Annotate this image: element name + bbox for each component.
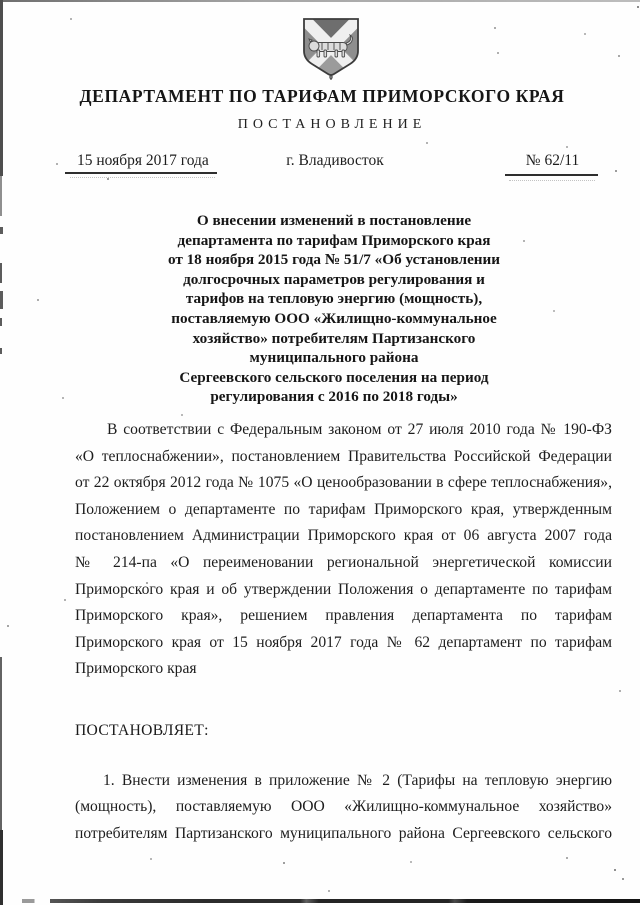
preamble-line: «О теплоснабжении», постановлением Правительства Российской Федерации — [75, 447, 612, 465]
document-type-label: ПОСТАНОВЛЕНИЕ — [237, 117, 427, 132]
scan-left-dash — [0, 291, 3, 309]
title-line: муниципального района — [249, 349, 419, 367]
department-title: ДЕПАРТАМЕНТ ПО ТАРИФАМ ПРИМОРСКОГО КРАЯ — [79, 86, 565, 106]
scan-left-dash — [0, 318, 2, 326]
item-line: 1. Внести изменения в приложение № 2 (Тарифы на тепловую энергию — [103, 772, 612, 789]
preamble-line: от 22 октября 2012 года № 1075 «О ценообразовании в сфере теплоснабжения», — [75, 474, 612, 492]
document-date: 15 ноября 2017 года — [77, 152, 209, 169]
scan-bottom-edge-line — [22, 899, 640, 903]
preamble-line: Приморского края и об утверждении Положения о департаменте по тарифам — [75, 580, 612, 598]
title-line: Сергеевского сельского поселения на период — [179, 368, 489, 386]
scan-left-dash — [0, 227, 3, 234]
preamble-line: Приморского края», решением правления департамента по тарифам — [75, 607, 612, 625]
preamble-line: постановлением Администрации Приморского края от 06 августа 2007 года — [75, 527, 612, 545]
title-line: департамента по тарифам Приморского края — [177, 231, 491, 249]
preamble-line: Приморского края — [75, 660, 197, 678]
resolves-label: ПОСТАНОВЛЯЕТ: — [75, 722, 209, 739]
document-number: № 62/11 — [525, 152, 580, 169]
preamble-line: Положением о департаменте по тарифам Приморского края, утвержденным — [75, 500, 612, 518]
item-line: (мощность), поставляемую ООО «Жилищно-коммунальное хозяйство» — [75, 798, 612, 816]
preamble-line: № 214-па «О переименовании региональной энергетической комиссии — [75, 553, 612, 571]
title-line: О внесении изменений в постановление — [196, 212, 472, 229]
scan-noise-specks — [0, 0, 2, 2]
preamble-paragraph — [75, 417, 612, 683]
title-line: регулирования с 2016 по 2018 годы» — [210, 388, 458, 406]
title-line: хозяйство» потребителям Партизанского — [192, 329, 476, 347]
scan-left-dash — [0, 263, 2, 283]
date-underline — [65, 172, 217, 174]
primorsky-coat-of-arms-icon — [300, 16, 362, 80]
title-line: поставляемую ООО «Жилищно-коммунальное — [171, 309, 497, 327]
date-underline-echo — [70, 177, 215, 178]
preamble-line: В соответствии с Федеральным законом от 27 июля 2010 года № 190-ФЗ — [107, 421, 612, 438]
item-line: потребителям Партизанского муниципального района Сергеевского сельского — [75, 824, 612, 842]
number-underline — [505, 174, 598, 176]
number-underline-echo — [509, 180, 595, 181]
preamble-line: Приморского края от 15 ноября 2017 года № 62 департамент по тарифам — [75, 633, 612, 651]
scan-left-dash — [0, 348, 2, 354]
scan-top-edge-line — [0, 0, 640, 2]
document-city: г. Владивосток — [286, 152, 384, 169]
resolution-title — [27, 211, 640, 407]
scan-left-bar-fade — [0, 176, 2, 216]
title-line: долгосрочных параметров регулирования и — [183, 270, 485, 288]
title-line: от 18 ноября 2015 года № 51/7 «Об установлении — [167, 251, 501, 269]
item-1-paragraph — [75, 768, 612, 847]
title-line: тарифов на тепловую энергию (мощность), — [185, 290, 483, 308]
scan-left-bar-bottom-thick — [0, 830, 3, 905]
